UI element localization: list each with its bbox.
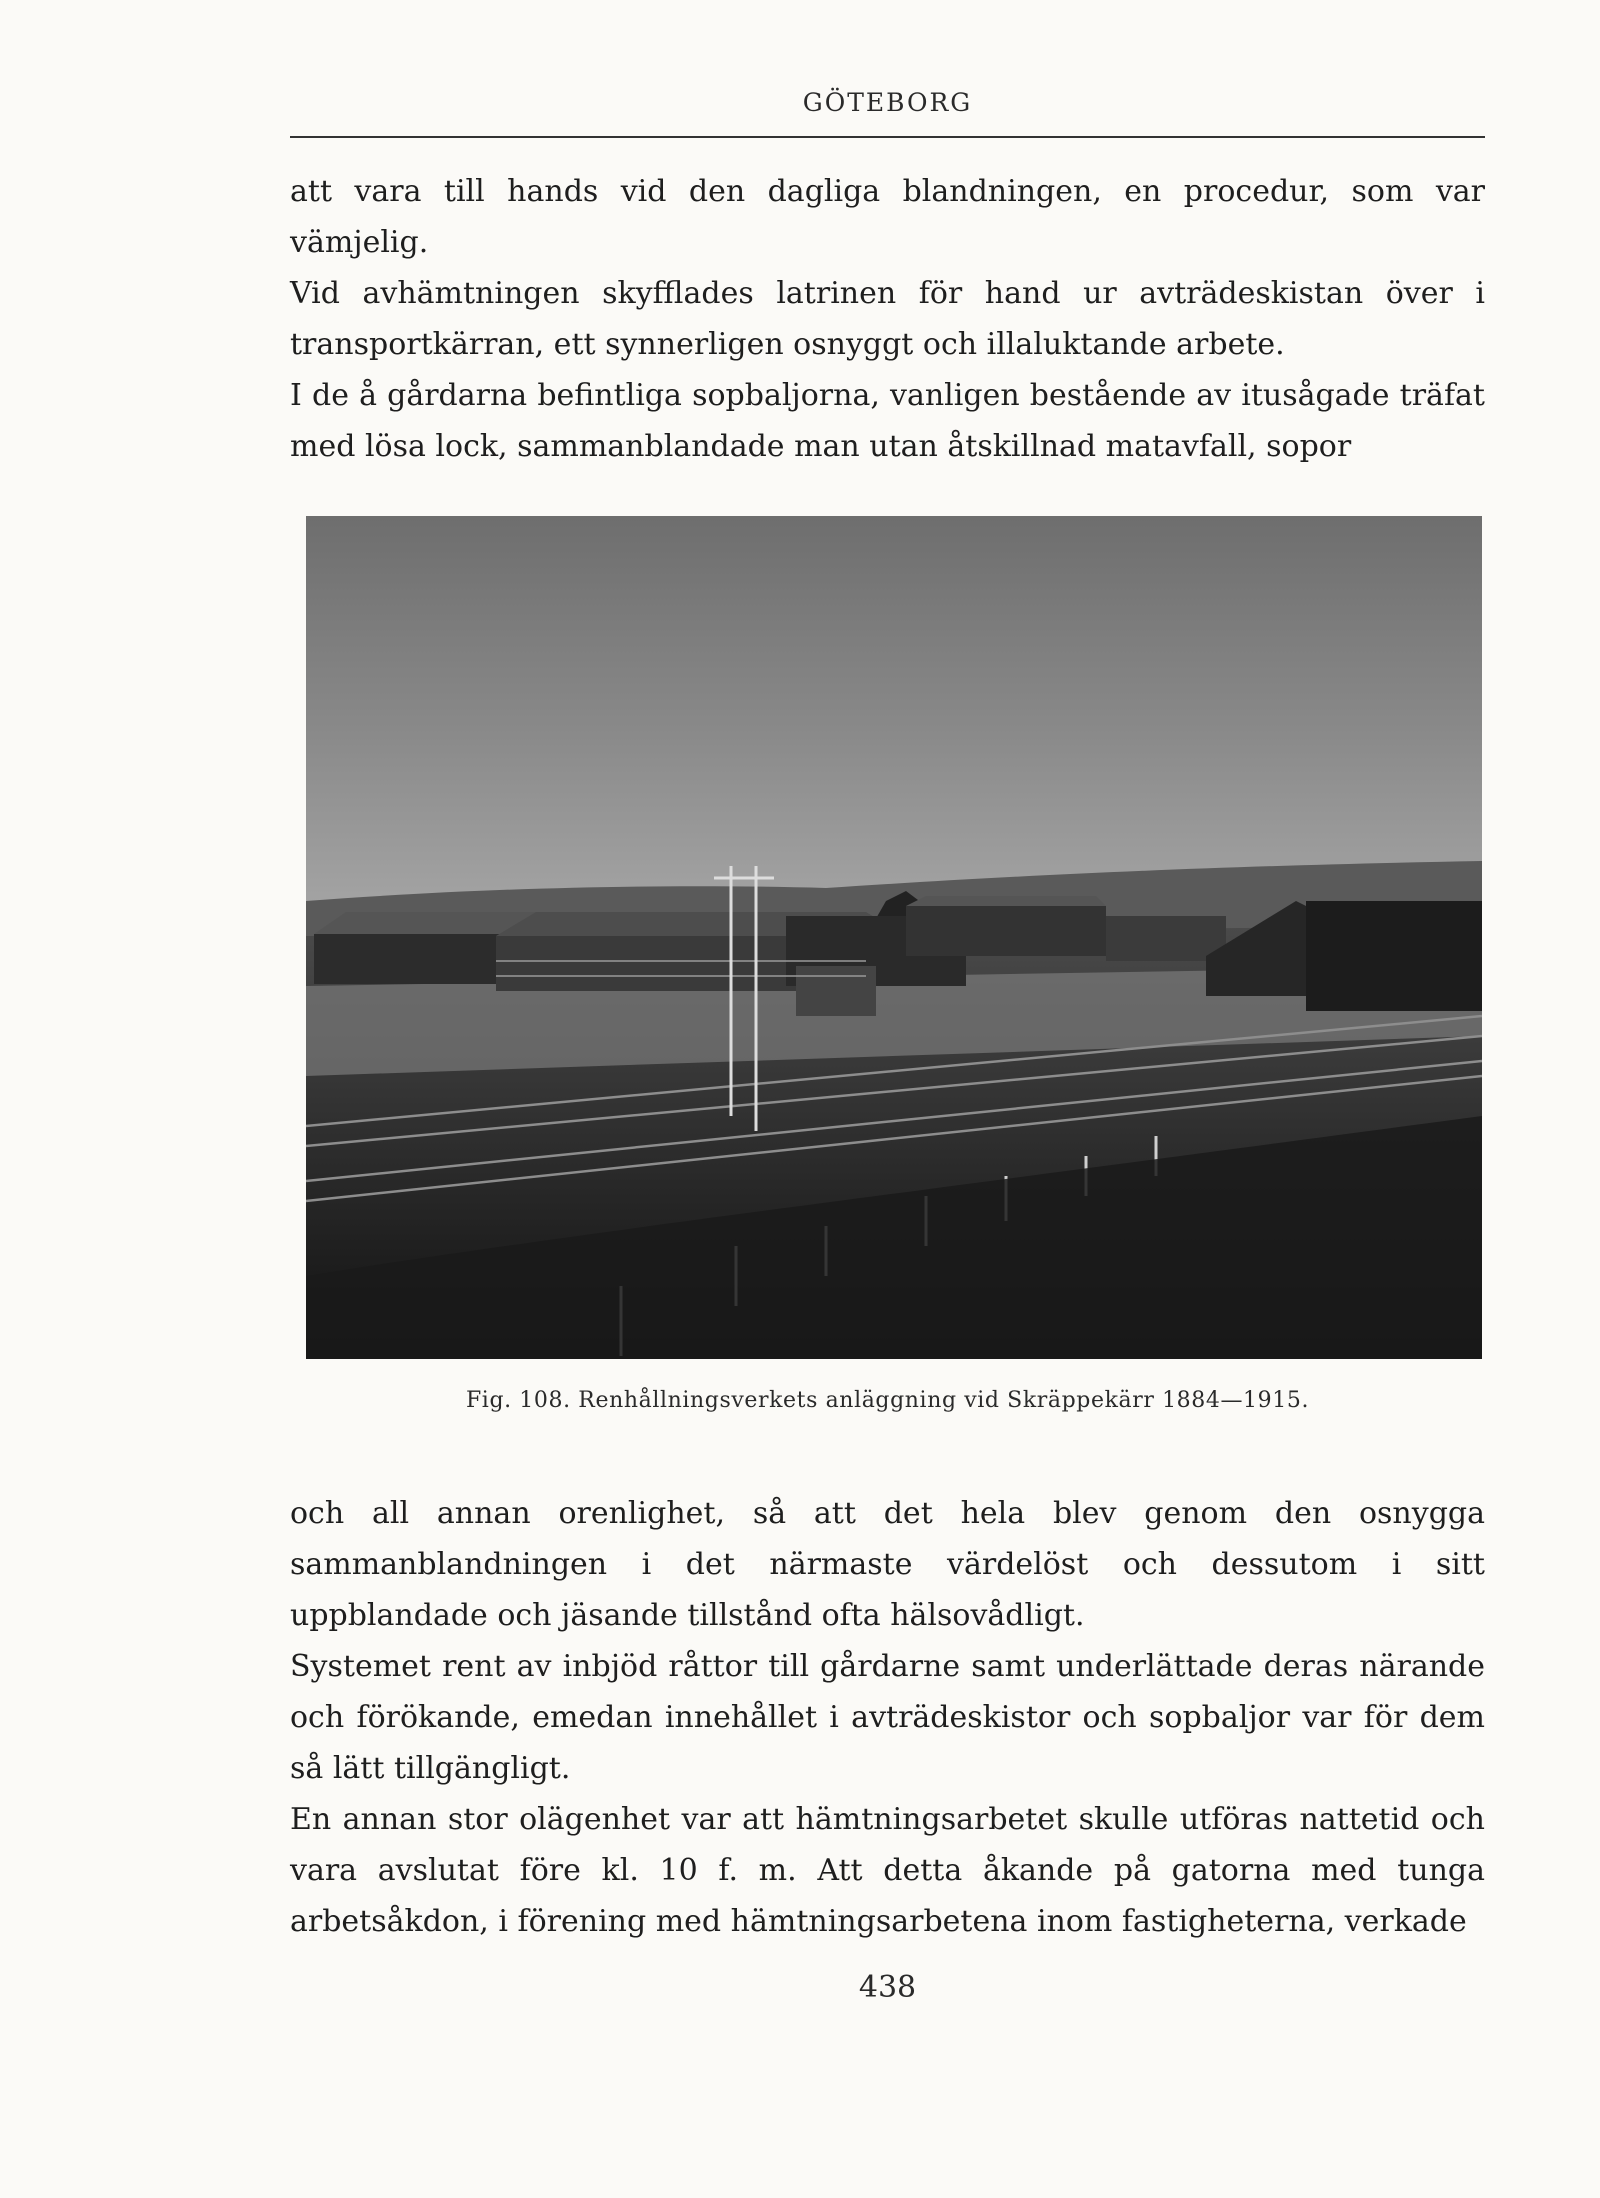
text-block-top [290,166,1485,472]
paragraph: I de å gårdarna befintliga sopbaljorna, vanligen bestående av itusågade träfat med lösa lock, sammanblandade man utan åtskillnad matavfall, sopor [290,378,1485,464]
paragraph: och all annan orenlighet, så att det hela blev genom den osnygga sammanblandningen i det närmaste värdelöst och dessutom i sitt uppblandade och jäsande tillstånd ofta hälsovådligt. [290,1496,1485,1633]
paragraph: En annan stor olägenhet var att hämtningsarbetet skulle utföras nattetid och vara avslutat före kl. 10 f. m. Att detta åkande på gatorna med tunga arbetsåkdon, i förening med hämtningsarbetena inom fastigheterna, verkade [290,1802,1485,1939]
paragraph: Systemet rent av inbjöd råttor till gårdarne samt underlättade deras närande och förökande, emedan innehållet i avträdeskistor och sopbaljor var för dem så lätt tillgängligt. [290,1649,1485,1786]
text-block-bottom [290,1488,1485,1947]
figure-photograph [306,516,1482,1359]
paragraph: att vara till hands vid den dagliga blandningen, en procedur, som var vämjelig. [290,174,1485,260]
page-number: 438 [858,1970,917,2005]
header-rule [290,136,1485,138]
paragraph: Vid avhämtningen skyfflades latrinen för hand ur avträdeskistan över i transportkärran, ett synnerligen osnyggt och illaluktande arbete. [290,276,1485,362]
figure-caption: Fig. 108. Renhållningsverkets anläggning vid Skräppekärr 1884—1915. [465,1388,1310,1413]
running-header: GÖTEBORG [802,88,973,117]
sky [306,516,1482,916]
photograph-landscape [306,516,1482,1359]
